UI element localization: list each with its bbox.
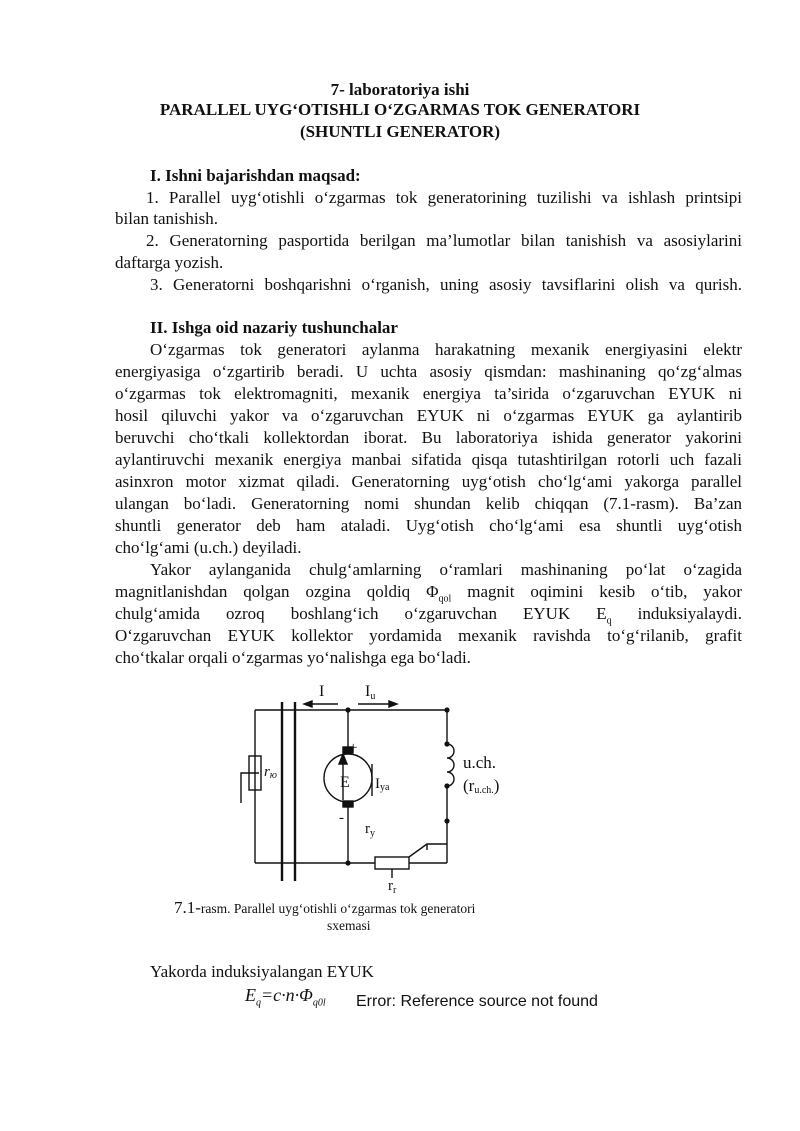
label-E: E (340, 774, 350, 791)
arrow-head-I (304, 701, 312, 707)
label-ruch-close: ) (493, 776, 500, 795)
label-rheostat-sub: ю (269, 770, 277, 781)
label-I: I (319, 683, 325, 700)
junction-dot (345, 707, 350, 712)
page-subtitle: (SHUNTLI GENERATOR) (299, 122, 501, 141)
arrow-head-Iu (389, 701, 397, 707)
label-rr (388, 878, 397, 896)
paragraph-line: hosil qiluvchi yakor va o‘zgaruvchan EYUK ni o‘zgarmas EYUK ga aylantirib (115, 406, 742, 425)
formula (245, 985, 326, 1009)
paragraph-line: energiyasiga o‘zgartirib beradi. U uchta asosiy qismdan: mashinaning qo‘zg‘almas (115, 362, 742, 381)
formula-intro: Yakorda induksiyalangan EYUK (150, 962, 374, 981)
paragraph-line: Yakor aylanganida chulg‘amlarning o‘ramlari mashinaning po‘lat o‘zagida (150, 560, 742, 579)
text-run: induksiyalaydi. (611, 604, 742, 623)
junction-dot (444, 783, 449, 788)
paragraph-line (115, 604, 742, 626)
label-Iya-sub: ya (380, 782, 390, 793)
paragraph-line: asinxron motor xizmat qiladi. Generatorning uyg‘otish cho‘lg‘ami yakorga parallel (115, 472, 742, 491)
goal-item-3: 3. Generatorni boshqarishni o‘rganish, uning asosiy tavsiflarini olish va qurish. (150, 275, 742, 294)
caption-number: 7.1- (174, 898, 201, 917)
rheostat-lead (409, 844, 447, 857)
text-run: magnit oqimini kesib o‘tib, yakor (451, 582, 742, 601)
junction-dot (444, 707, 449, 712)
label-Iya-main: I (375, 776, 380, 792)
paragraph-line: aylantiruvchi mexanik energiya manbai sifatida qisqa tutashtirilgan rotorli uch fazali (115, 450, 742, 469)
section-2-title: II. Ishga oid nazariy tushunchalar (150, 318, 398, 337)
label-ruch-open: (r (463, 776, 475, 795)
text-run: chulg‘amida ozroq boshlang‘ich o‘zgaruvchan EYUK E (115, 604, 607, 623)
circuit-diagram (235, 676, 535, 896)
lab-number: 7- laboratoriya ishi (330, 80, 470, 99)
goal-item-2-cont: daftarga yozish. (115, 253, 224, 272)
formula-sub-q0l: q0l (312, 997, 326, 1009)
label-minus: - (339, 810, 344, 826)
label-ry-sub: y (370, 828, 375, 839)
caption-text: rasm. Parallel uyg‘otishli o‘zgarmas tok generatori (200, 901, 476, 916)
label-Iu-sub: u (370, 691, 376, 702)
label-ruch (463, 776, 499, 796)
subscript: q (606, 615, 612, 627)
goal-item-2: 2. Generatorning pasportida berilgan ma’lumotlar bilan tanishish va asosiylarini (146, 231, 742, 250)
paragraph-line: beruvchi cho‘tkali kollektordan iborat. Bu laboratoriya ishida generator yakorini (115, 428, 742, 447)
label-rr-sub: r (393, 885, 397, 896)
junction-dot (444, 741, 449, 746)
label-plus: + (349, 740, 358, 756)
paragraph-line: shuntli generator deb ham ataladi. Uyg‘otish cho‘lg‘ami esa shuntli uyg‘otish (115, 516, 742, 535)
formula-rest: =c·n·Φ (261, 985, 313, 1005)
formula-sub-q: q (256, 997, 261, 1009)
section-1-title: I. Ishni bajarishdan maqsad: (150, 166, 361, 185)
shunt-winding (447, 744, 454, 786)
field-rheostat (375, 857, 409, 869)
label-uch: u.ch. (463, 753, 497, 772)
rheostat-slider (241, 773, 259, 803)
paragraph-line: O‘zgarmas tok generatori aylanma harakatning mexanik energiyasini elektr (150, 340, 742, 359)
label-rheostat (264, 764, 277, 781)
label-rr-main: r (388, 878, 393, 894)
figure-caption (174, 898, 475, 918)
label-ruch-sub: u.ch. (474, 785, 494, 796)
text-run: magnitlanishdan qolgan ozgina qoldiq Φ (115, 582, 439, 601)
junction-dot (345, 860, 350, 865)
reference-error: Error: Reference source not found (356, 993, 598, 1010)
paragraph-line: O‘zgaruvchan EYUK kollektor yordamida mexanik ravishda to‘g‘rilanib, grafit (115, 626, 742, 645)
label-Iya (375, 776, 390, 793)
label-rheostat-main: r (264, 764, 270, 780)
figure-caption-line2: sxemasi (327, 918, 371, 933)
paragraph-line: ulangan bo‘ladi. Generatorning nomi shundan kelib chiqqan (7.1-rasm). Ba’zan (115, 494, 742, 513)
paragraph-line: o‘zgarmas tok elektromagniti, mexanik energiya ta’sirida o‘zgaruvchan EYUK ni (115, 384, 742, 403)
label-Iu (365, 683, 375, 702)
paragraph-line (115, 582, 742, 604)
goal-item-1-cont: bilan tanishish. (115, 209, 218, 228)
label-ry (365, 821, 375, 839)
junction-dot (444, 818, 449, 823)
page-title: PARALLEL UYG‘OTISHLI O‘ZGARMAS TOK GENERATORI (159, 100, 641, 119)
label-ry-main: r (365, 821, 370, 837)
paragraph-line: cho‘tkalar orqali o‘zgarmas yo‘nalishga ega bo‘ladi. (115, 648, 471, 667)
goal-item-1: 1. Parallel uyg‘otishli o‘zgarmas tok generatorining tuzilishi va ishlash printsipi (146, 188, 742, 207)
paragraph-line: cho‘lg‘ami (u.ch.) deyiladi. (115, 538, 302, 557)
formula-e: E (245, 985, 256, 1005)
label-Iu-main: I (365, 683, 371, 700)
subscript: qol (438, 593, 452, 605)
